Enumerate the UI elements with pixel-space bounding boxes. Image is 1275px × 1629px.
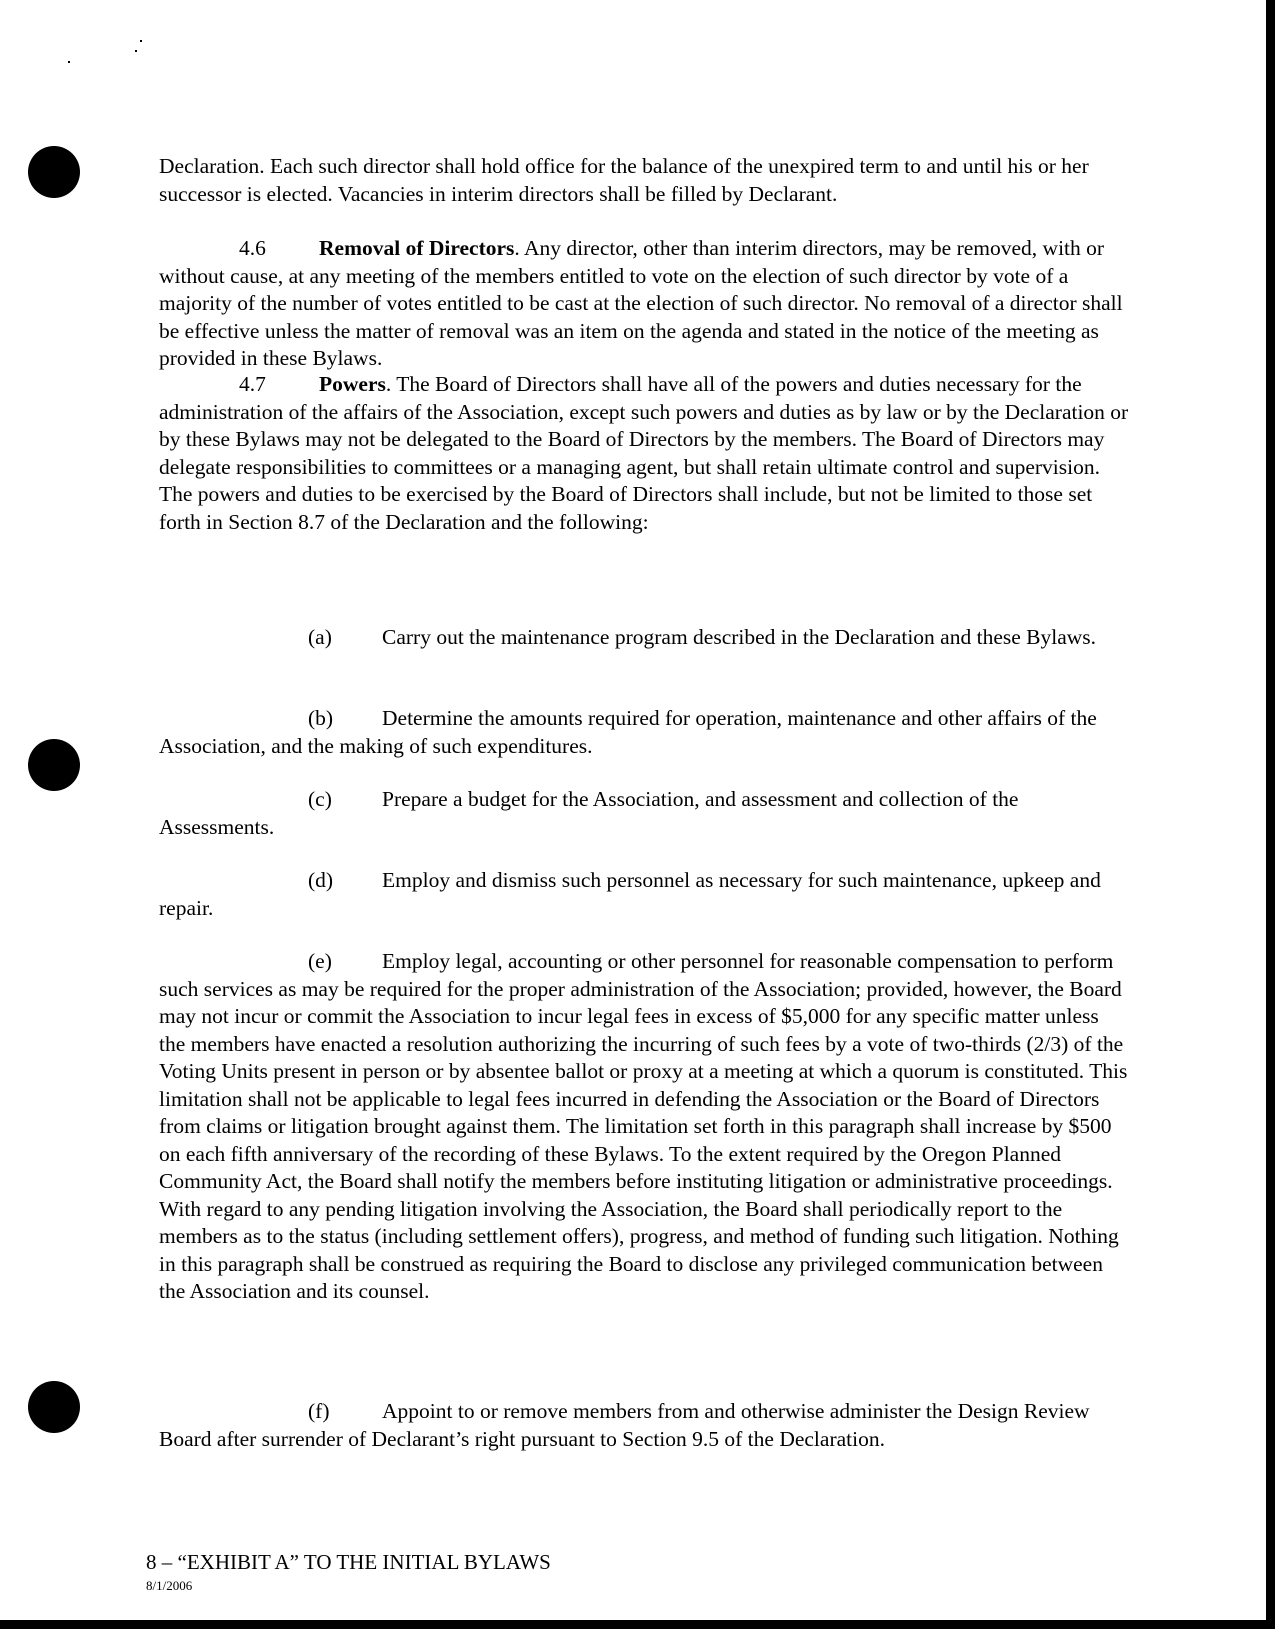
list-item	[159, 948, 1129, 1306]
list-item-text: Appoint to or remove members from and otherwise administer the Design Review Board after surrender of Declarant’s right pursuant to Section 9.5 of the Declaration.	[159, 1399, 1090, 1451]
scan-border-right	[1266, 0, 1275, 1629]
section-4-6	[159, 235, 1129, 373]
list-item-text: Prepare a budget for the Association, and assessment and collection of the Assessments.	[159, 787, 1019, 839]
footer-title: 8 – “EXHIBIT A” TO THE INITIAL BYLAWS	[146, 1550, 551, 1574]
list-item	[159, 867, 1129, 922]
section-4-7	[159, 371, 1129, 536]
list-item-letter: (a)	[308, 625, 332, 649]
list-item-letter: (d)	[308, 868, 334, 892]
scan-border-bottom	[0, 1620, 1275, 1629]
list-item-letter: (e)	[308, 949, 332, 973]
scan-speck	[135, 50, 137, 52]
list-item	[159, 1398, 1129, 1453]
scan-speck	[140, 40, 142, 42]
list-item-text: Employ and dismiss such personnel as necessary for such maintenance, upkeep and repair.	[159, 868, 1101, 920]
section-number: 4.7	[239, 372, 266, 396]
list-item-letter: (c)	[308, 787, 332, 811]
section-number: 4.6	[239, 236, 266, 260]
paragraph-continuation: Declaration. Each such director shall hold office for the balance of the unexpired term to and until his or her successor is elected. Vacancies in interim directors shall be filled by Declarant.	[159, 154, 1089, 206]
section-heading: Removal of Directors	[319, 236, 515, 260]
list-item	[159, 624, 1129, 652]
list-item-text: Carry out the maintenance program described in the Declaration and these Bylaws.	[382, 625, 1097, 649]
list-item-text: Determine the amounts required for operation, maintenance and other affairs of the Association, and the making of such expenditures.	[159, 706, 1097, 758]
section-body: . The Board of Directors shall have all of the powers and duties necessary for the administration of the affairs of the Association, except such powers and duties as by law or by the Declaration or by these Bylaws may not be delegated to the Board of Directors by the members. The Board of Directors may delegate responsibilities to committees or a managing agent, but shall retain ultimate control and supervision. The powers and duties to be exercised by the Board of Directors shall include, but not be limited to those set forth in Section 8.7 of the Declaration and the following:	[159, 372, 1129, 534]
section-heading: Powers	[319, 372, 386, 396]
scan-speck	[68, 61, 70, 63]
list-item-letter: (f)	[308, 1399, 330, 1423]
list-item	[159, 786, 1129, 841]
punch-hole-middle	[28, 739, 80, 791]
list-item-letter: (b)	[308, 706, 334, 730]
punch-hole-bottom	[28, 1381, 80, 1433]
list-item-text: Employ legal, accounting or other personnel for reasonable compensation to perform such services as may be required for the proper administration of the Association; provided, however, the Board may not incur or commit the Association to incur legal fees in excess of $5,000 for any specific matter unless the members have enacted a resolution authorizing the incurring of such fees by a vote of two-thirds (2/3) of the Voting Units present in person or by absentee ballot or proxy at a meeting at which a quorum is constituted. This limitation shall not be applicable to legal fees incurred in defending the Association or the Board of Directors from claims or litigation brought against them. The limitation set forth in this paragraph shall increase by $500 on each fifth anniversary of the recording of these Bylaws. To the extent required by the Oregon Planned Community Act, the Board shall notify the members before instituting litigation or administrative proceedings. With regard to any pending litigation involving the Association, the Board shall periodically report to the members as to the status (including settlement offers), progress, and method of funding such litigation. Nothing in this paragraph shall be construed as requiring the Board to disclose any privileged communication between the Association and its counsel.	[159, 949, 1128, 1303]
footer-date: 8/1/2006	[146, 1578, 193, 1593]
punch-hole-top	[28, 146, 80, 198]
list-item	[159, 705, 1129, 760]
section-body: . Any director, other than interim directors, may be removed, with or without cause, at any meeting of the members entitled to vote on the election of such director by vote of a majority of the number of votes entitled to be cast at the election of such director. No removal of a director shall be effective unless the matter of removal was an item on the agenda and stated in the notice of the meeting as provided in these Bylaws.	[159, 236, 1123, 370]
